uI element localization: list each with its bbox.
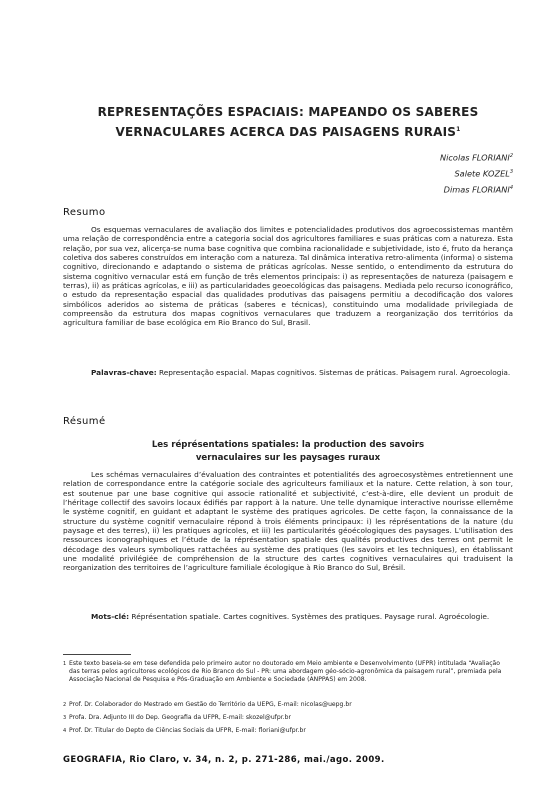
footnote-text: Profa. Dra. Adjunto III do Dep. Geografia da UFPR, E-mail: skozel@ufpr.br (69, 714, 291, 721)
author-note-marker: 2 (509, 153, 513, 159)
footnote-number: 2 (63, 702, 67, 708)
resume-title-line-1: Les réprésentations spatiales: la production des savoirs (151, 440, 425, 450)
footnote-4 (63, 727, 513, 738)
keywords-label: Palavras-chave: (91, 368, 157, 377)
resumo-text: Os esquemas vernaculares de avaliação dos limites e potencialidades produtivos dos agroecossistemas mantêm uma relação de correspondência entre a categoria social dos agricultores familiares e suas práticas com a natureza. Esta relação, por sua vez, alicerça-se numa base cognitiva que combina racionalidade e subjetividade, isto é, fruto da herança coletiva dos saberes construídos em interação com a natureza. Tal dinâmica interativa retro-alimenta (informa) o sistema cognitivo, direcionando e adaptando o sistema de práticas agrícolas. Nesse sentido, o entendimento da estrutura do sistema cognitivo vernacular está em função de três elementos principais: i) as representações de natureza (paisagem e terras), ii) as práticas agrícolas, e iii) as particularidades geoecológicas das paisagens. Mediada pelo recurso iconográfico, o estudo da representação espacial das qualidades produtivas das paisagens permitiu a decodificação dos valores simbólicos aderidos ao sistema de práticas (saberes e técnicas), constituindo uma modalidade privilegiada de compreensão da estrutura dos mapas cognitivos vernaculares que traduzem a reorganização dos territórios da agricultura familiar de base ecológica em Rio Branco do Sul, Brasil. (63, 225, 513, 328)
resumo-heading: Resumo (63, 207, 106, 218)
footnote-divider (63, 654, 131, 655)
author-list (440, 149, 513, 198)
author-entry (440, 149, 513, 165)
resumo-keywords (63, 368, 513, 377)
footnote-number: 1 (63, 661, 67, 667)
footnote-text: Este texto baseia-se em tese defendida pelo primeiro autor no doutorado em Meio ambiente e Desenvolvimento (UFPR) intitulada “Avaliação das terras pelos agricultores ecológicos de Rio Branco do Sul - PR: uma abordagem géo-sócio-agronômica da paisagem rural”, premiada pela Associação Nacional de Pesquisa e Pós-Graduação em Ambiente e Sociedade (ANPPAS) em 2008. (69, 660, 502, 684)
author-name: Salete KOZEL (454, 168, 510, 179)
resume-title-line-2: vernaculaires sur les paysages ruraux (195, 453, 381, 463)
mots-cle-label: Mots-clé: (91, 612, 130, 621)
resume-title (63, 439, 513, 465)
resumo-abstract (63, 225, 513, 328)
article-title (63, 103, 513, 141)
footnote-text: Prof. Dr. Colaborador do Mestrado em Gestão do Território da UEPG, E-mail: nicolas@uepg.br (69, 701, 352, 708)
journal-citation: GEOGRAFIA, Rio Claro, v. 34, n. 2, p. 271-286, mai./ago. 2009. (63, 755, 385, 765)
author-note-marker: 4 (509, 185, 513, 192)
footnote-number: 4 (63, 728, 67, 734)
author-name: Dimas FLORIANI (443, 185, 510, 196)
footnote-2 (63, 701, 513, 712)
article-title-line-2: VERNACULARES ACERCA DAS PAISAGENS RURAIS (115, 125, 457, 139)
footnote-number: 3 (63, 715, 67, 721)
resume-keywords (63, 612, 513, 621)
footnote-1 (63, 660, 513, 685)
article-title-line-1: REPRESENTAÇÕES ESPACIAIS: MAPEANDO OS SABERES (97, 105, 479, 119)
resume-abstract (63, 470, 513, 573)
author-name: Nicolas FLORIANI (440, 152, 510, 163)
resume-text: Les schémas vernaculaires d’évaluation des contraintes et potentialités des agroecosystèmes entretiennent une relation de correspondance entre la catégorie sociale des agriculteurs familiaux et la nature. Cette relation, à son tour, est soutenue par une base cognitive qui associe rationalité et subjectivité, c’est-à-dire, elle devient un produit de l’héritage collectif des savoirs locaux édifiés par rapport à la nature. Une telle dynamique interactive nourisse ellemême le système cognitif, en guidant et adaptant le système des pratiques agricoles. De cette façon, la connaissance de la structure du système cognitif vernaculaire répond à trois éléments principaux: i) les réprésentations de la nature (du paysage et des terres), ii) les pratiques agricoles, et iii) les particularités géoécologiques des paysages. L’utilisation des ressources iconographiques et l’étude de la réprésentation spatiale des qualités productives des terres ont permit le décodage des valeurs symboliques rattachées au système des pratiques (les savoirs et les techniques), en établissant une modalité privilégiée de compréhension de la structure des cartes cognitives vernaculaires qui traduisent la reorganization des territoires de l’agriculture familiale écologique à Rio Branco do Sul, Brésil. (63, 470, 513, 573)
resume-heading: Résumé (63, 416, 106, 427)
title-footnote-marker: 1 (456, 126, 461, 133)
footnote-3 (63, 714, 513, 725)
mots-cle-text: Réprésentation spatiale. Cartes cognitives. Systèmes des pratiques. Paysage rural. Agroécologie. (131, 612, 490, 621)
author-entry (440, 181, 513, 197)
footnote-text: Prof. Dr. Titular do Depto de Ciências Sociais da UFPR, E-mail: floriani@ufpr.br (69, 727, 306, 734)
author-note-marker: 3 (509, 169, 513, 176)
keywords-text: Representação espacial. Mapas cognitivos. Sistemas de práticas. Paisagem rural. Agroecologia. (158, 368, 511, 377)
author-entry (440, 165, 513, 181)
